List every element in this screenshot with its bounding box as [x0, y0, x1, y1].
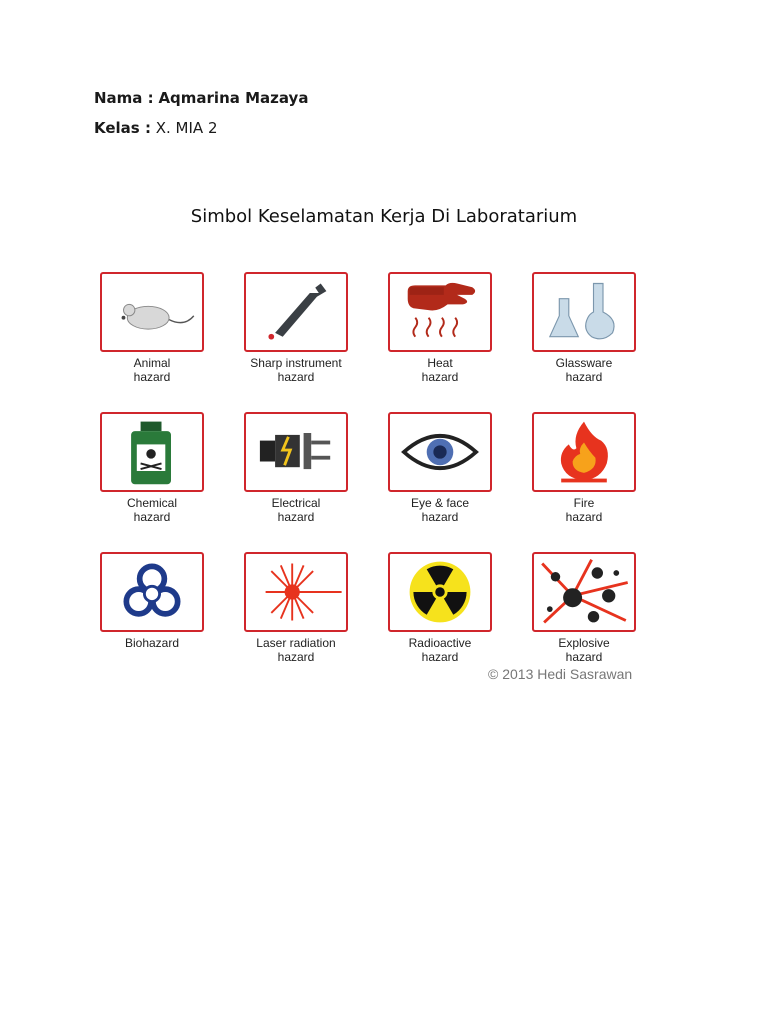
symbol-caption [244, 636, 348, 664]
symbol-caption [532, 636, 636, 664]
symbol-electrical [244, 412, 352, 524]
caption-line: hazard [421, 370, 459, 384]
student-class-line [94, 119, 218, 137]
radioactive-icon [388, 552, 492, 632]
symbol-caption [100, 496, 204, 524]
symbol-laser-radiation [244, 552, 352, 664]
symbol-caption [244, 496, 348, 524]
caption-line: Fire [573, 496, 595, 510]
eye-face-icon [388, 412, 492, 492]
symbol-caption [532, 496, 636, 524]
student-name-line [94, 89, 308, 107]
caption-line: hazard [565, 510, 603, 524]
symbol-caption [388, 636, 492, 664]
caption-line: Laser radiation [256, 636, 336, 650]
animal-icon [100, 272, 204, 352]
caption-line: hazard [565, 650, 603, 664]
caption-line: Biohazard [124, 636, 180, 650]
caption-line: hazard [277, 510, 315, 524]
caption-line: Sharp instrument [250, 356, 342, 370]
symbol-sharp-instrument [244, 272, 352, 384]
symbol-caption [244, 356, 348, 384]
caption-line: Eye & face [410, 496, 470, 510]
symbol-caption [100, 636, 204, 650]
electrical-icon [244, 412, 348, 492]
safety-symbol-grid [100, 272, 640, 672]
laser-radiation-icon [244, 552, 348, 632]
symbol-biohazard [100, 552, 208, 650]
glassware-icon [532, 272, 636, 352]
symbol-caption [100, 356, 204, 384]
caption-line: hazard [421, 510, 459, 524]
symbol-caption [388, 356, 492, 384]
caption-line: Animal [133, 356, 171, 370]
symbol-eye-face [388, 412, 496, 524]
name-label: Nama : [94, 89, 154, 107]
sharp-instrument-icon [244, 272, 348, 352]
caption-line: hazard [133, 370, 171, 384]
name-value: Aqmarina Mazaya [158, 89, 309, 107]
caption-line: Radioactive [408, 636, 472, 650]
caption-line: Electrical [271, 496, 321, 510]
biohazard-icon [100, 552, 204, 632]
caption-line: hazard [421, 650, 459, 664]
heat-icon [388, 272, 492, 352]
caption-line: Glassware [555, 356, 613, 370]
caption-line: hazard [565, 370, 603, 384]
explosive-icon [532, 552, 636, 632]
symbol-heat [388, 272, 496, 384]
fire-icon [532, 412, 636, 492]
class-label: Kelas : [94, 119, 151, 137]
caption-line: Chemical [126, 496, 177, 510]
copyright-text: © 2013 Hedi Sasrawan [488, 666, 633, 682]
symbol-animal [100, 272, 208, 384]
symbol-caption [532, 356, 636, 384]
caption-line: hazard [133, 510, 171, 524]
caption-line: hazard [277, 370, 315, 384]
symbol-glassware [532, 272, 640, 384]
caption-line: Heat [427, 356, 453, 370]
document-title: Simbol Keselamatan Kerja Di Laboratarium [190, 206, 578, 227]
caption-line: hazard [277, 650, 315, 664]
class-value: X. MIA 2 [155, 119, 218, 137]
chemical-icon [100, 412, 204, 492]
symbol-caption [388, 496, 492, 524]
symbol-radioactive [388, 552, 496, 664]
symbol-explosive [532, 552, 640, 664]
symbol-chemical [100, 412, 208, 524]
caption-line: Explosive [558, 636, 610, 650]
symbol-fire [532, 412, 640, 524]
